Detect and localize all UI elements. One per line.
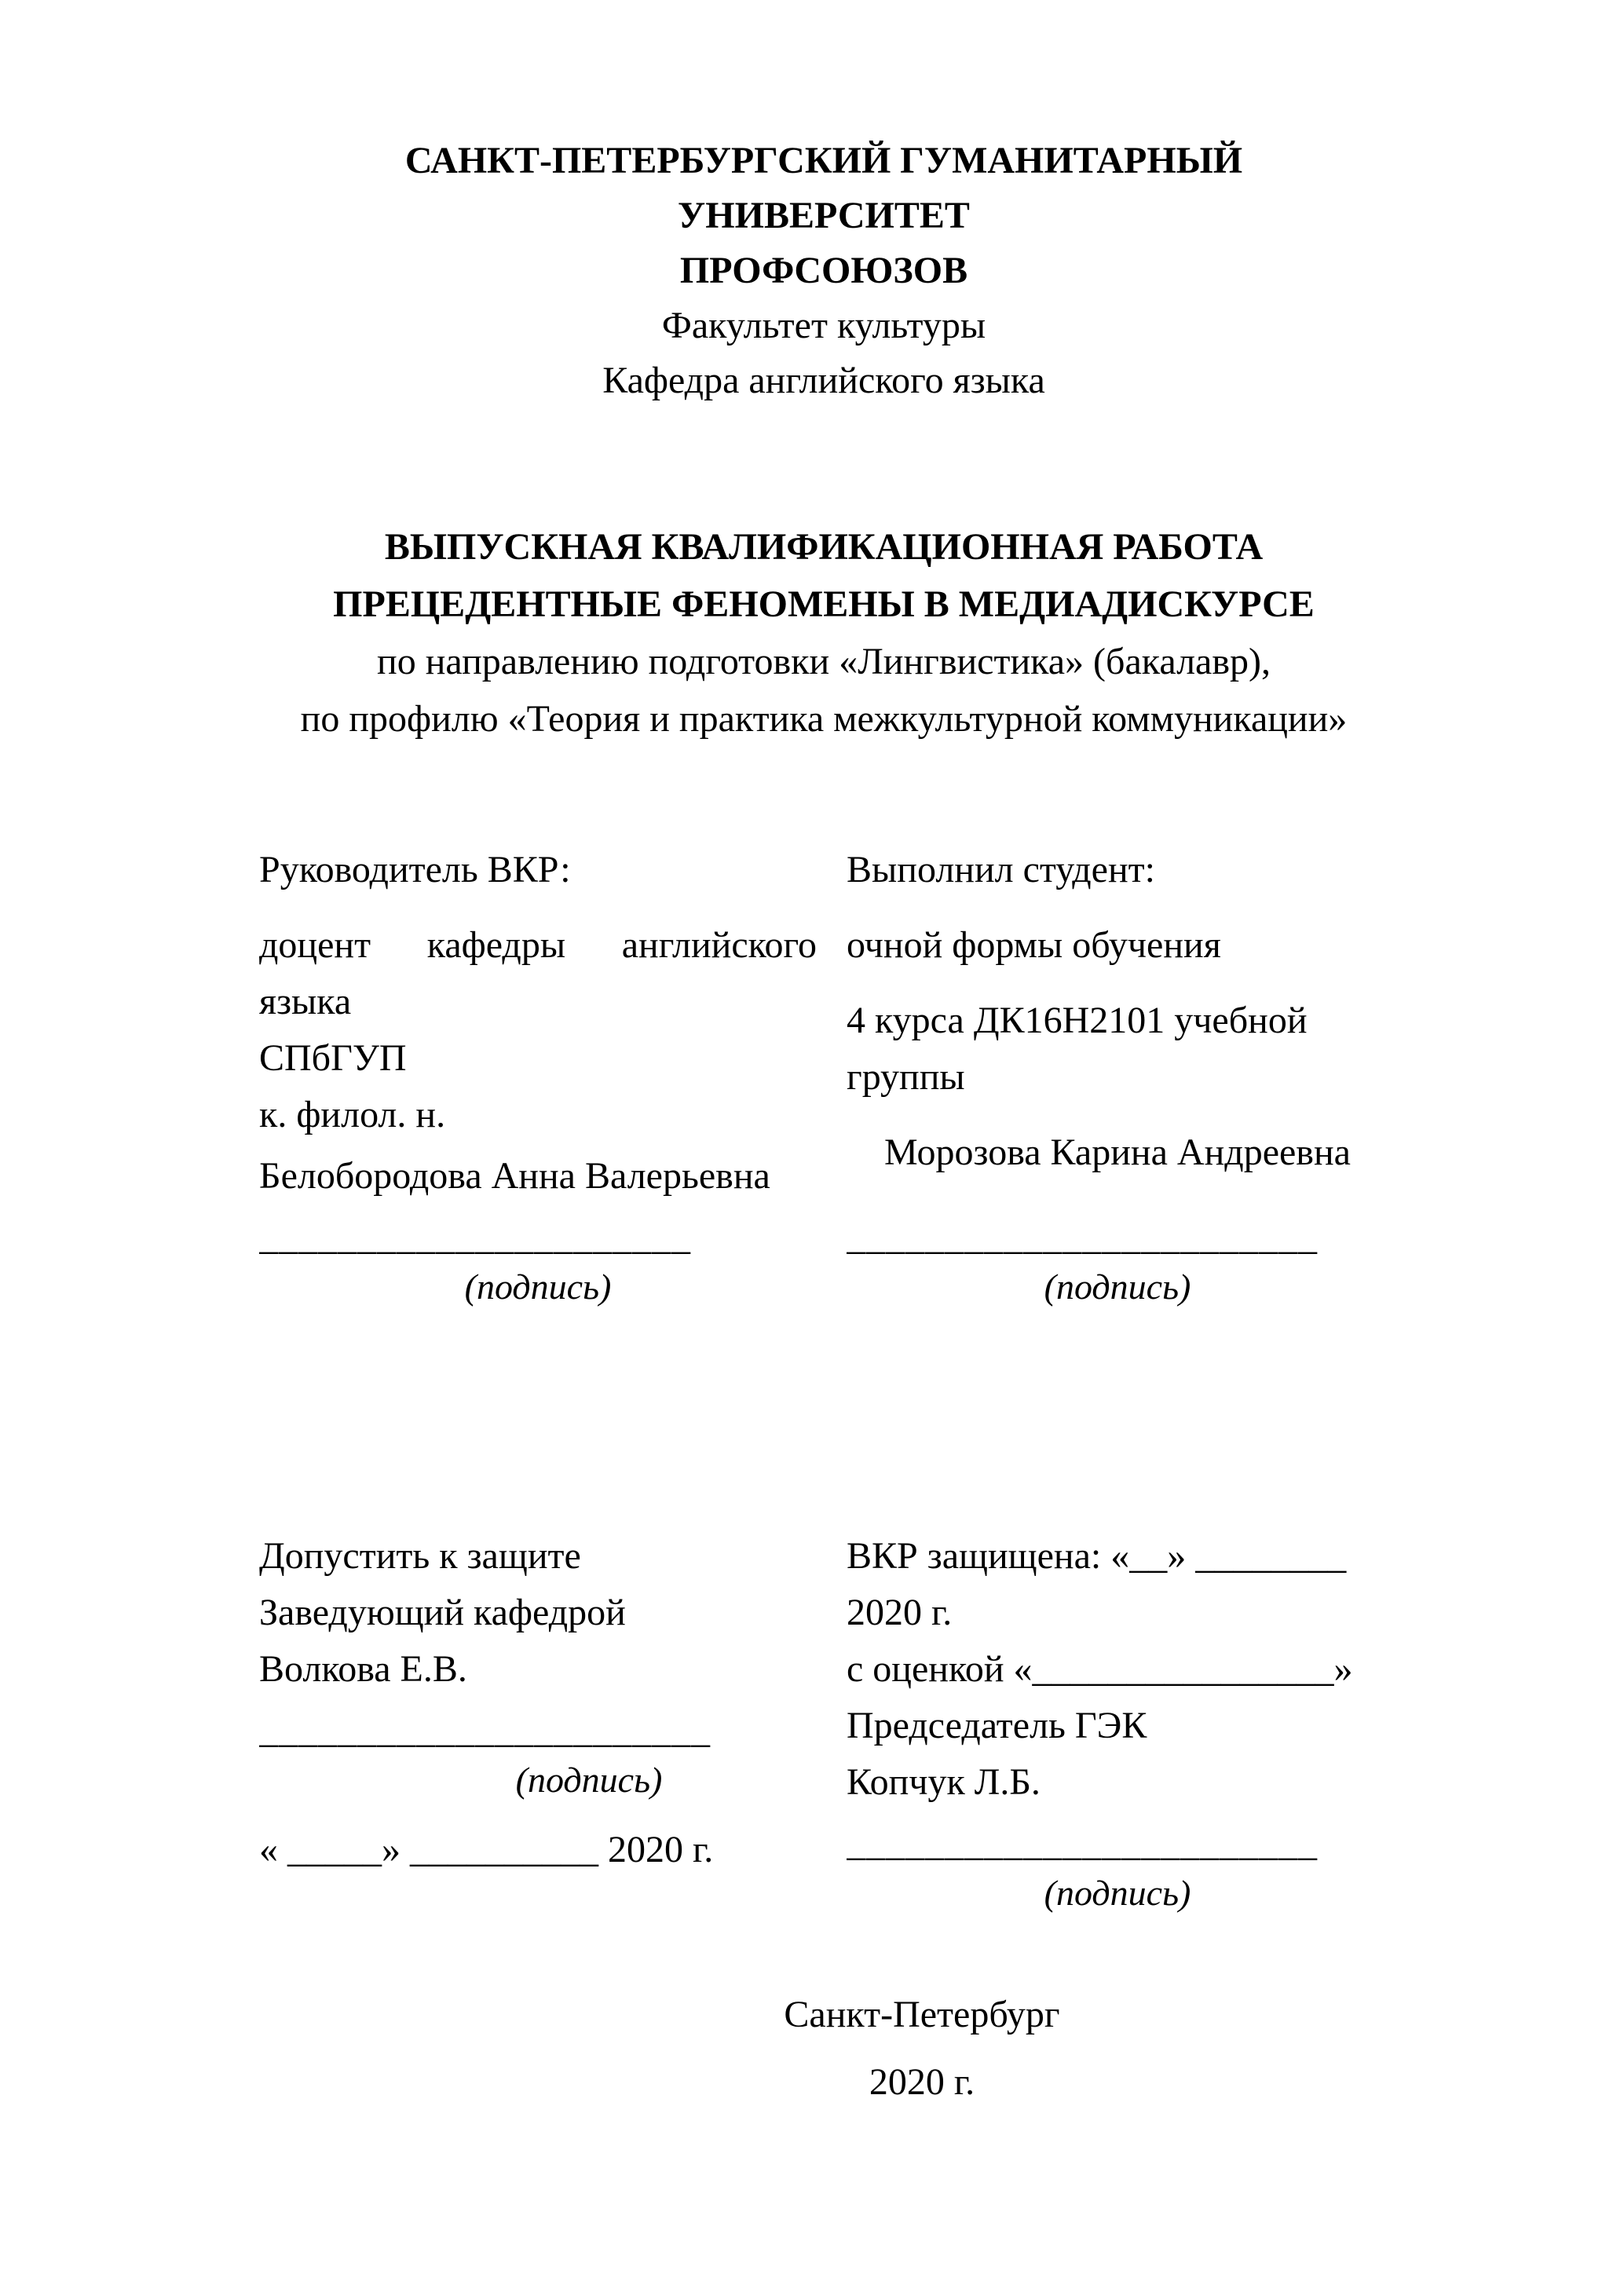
student-name: Морозова Карина Андреевна — [884, 1132, 1351, 1173]
profile-line: по профилю «Теория и практика межкультурной коммуникации» — [300, 698, 1348, 740]
defense-signature-caption: (подпись) — [1044, 1873, 1191, 1913]
work-title-block — [259, 518, 1388, 748]
student-label: Выполнил студент: — [847, 849, 1155, 890]
student-study-form: очной формы обучения — [847, 924, 1221, 966]
university-header — [259, 133, 1388, 408]
program-line: по направлению подготовки «Лингвистика» (бакалавр), — [377, 641, 1271, 682]
work-type-line: ВЫПУСКНАЯ КВАЛИФИКАЦИОННАЯ РАБОТА — [384, 526, 1264, 568]
university-name-line2: ПРОФСОЮЗОВ — [679, 250, 968, 291]
approval-section — [259, 1528, 1388, 1914]
admission-block — [259, 1528, 817, 1878]
defense-status-line: ВКР защищена: «__» ________ 2020 г. — [847, 1535, 1347, 1633]
supervisor-label: Руководитель ВКР: — [259, 849, 571, 890]
people-section — [259, 842, 1388, 1308]
defense-signature-line: ________________________ — [847, 1823, 1318, 1864]
supervisor-degree: к. филол. н. — [259, 1094, 446, 1135]
university-name-line1: САНКТ-ПЕТЕРБУРГСКИЙ ГУМАНИТАРНЫЙ УНИВЕРСИТЕТ — [404, 140, 1243, 236]
supervisor-position-line1: доцент кафедры английского языка — [259, 924, 817, 1022]
admission-signature-caption: (подпись) — [515, 1760, 663, 1800]
supervisor-signature-caption: (подпись) — [464, 1267, 612, 1307]
student-group: 4 курса ДК16Н2101 учебной группы — [847, 1000, 1308, 1098]
supervisor-block — [259, 842, 817, 1308]
student-signature-caption: (подпись) — [1044, 1267, 1191, 1307]
defense-grade-line: с оценкой «________________» — [847, 1648, 1353, 1690]
supervisor-name: Белобородова Анна Валерьевна — [259, 1155, 770, 1197]
department-line: Кафедра английского языка — [602, 360, 1045, 401]
admission-signature-line: _______________________ — [259, 1709, 711, 1751]
faculty-line: Факультет культуры — [661, 305, 986, 346]
defense-chair-title: Председатель ГЭК — [847, 1705, 1147, 1746]
supervisor-position-line2: СПбГУП — [259, 1037, 407, 1079]
student-block — [847, 842, 1388, 1308]
admission-line2: Заведующий кафедрой — [259, 1592, 626, 1633]
defense-chair-name: Копчук Л.Б. — [847, 1761, 1041, 1803]
footer-city: Санкт-Петербург — [784, 1994, 1060, 2035]
footer-year: 2020 г. — [869, 2061, 975, 2103]
footer-block — [455, 1987, 1388, 2111]
admission-line1: Допустить к защите — [259, 1535, 581, 1577]
student-signature-line: ________________________ — [847, 1216, 1318, 1258]
admission-date-line: « _____» __________ 2020 г. — [259, 1829, 714, 1870]
supervisor-signature-line: ______________________ — [259, 1216, 691, 1258]
defense-block — [847, 1528, 1388, 1914]
work-title-line: ПРЕЦЕДЕНТНЫЕ ФЕНОМЕНЫ В МЕДИАДИСКУРСЕ — [333, 583, 1315, 625]
admission-head-name: Волкова Е.В. — [259, 1648, 467, 1690]
